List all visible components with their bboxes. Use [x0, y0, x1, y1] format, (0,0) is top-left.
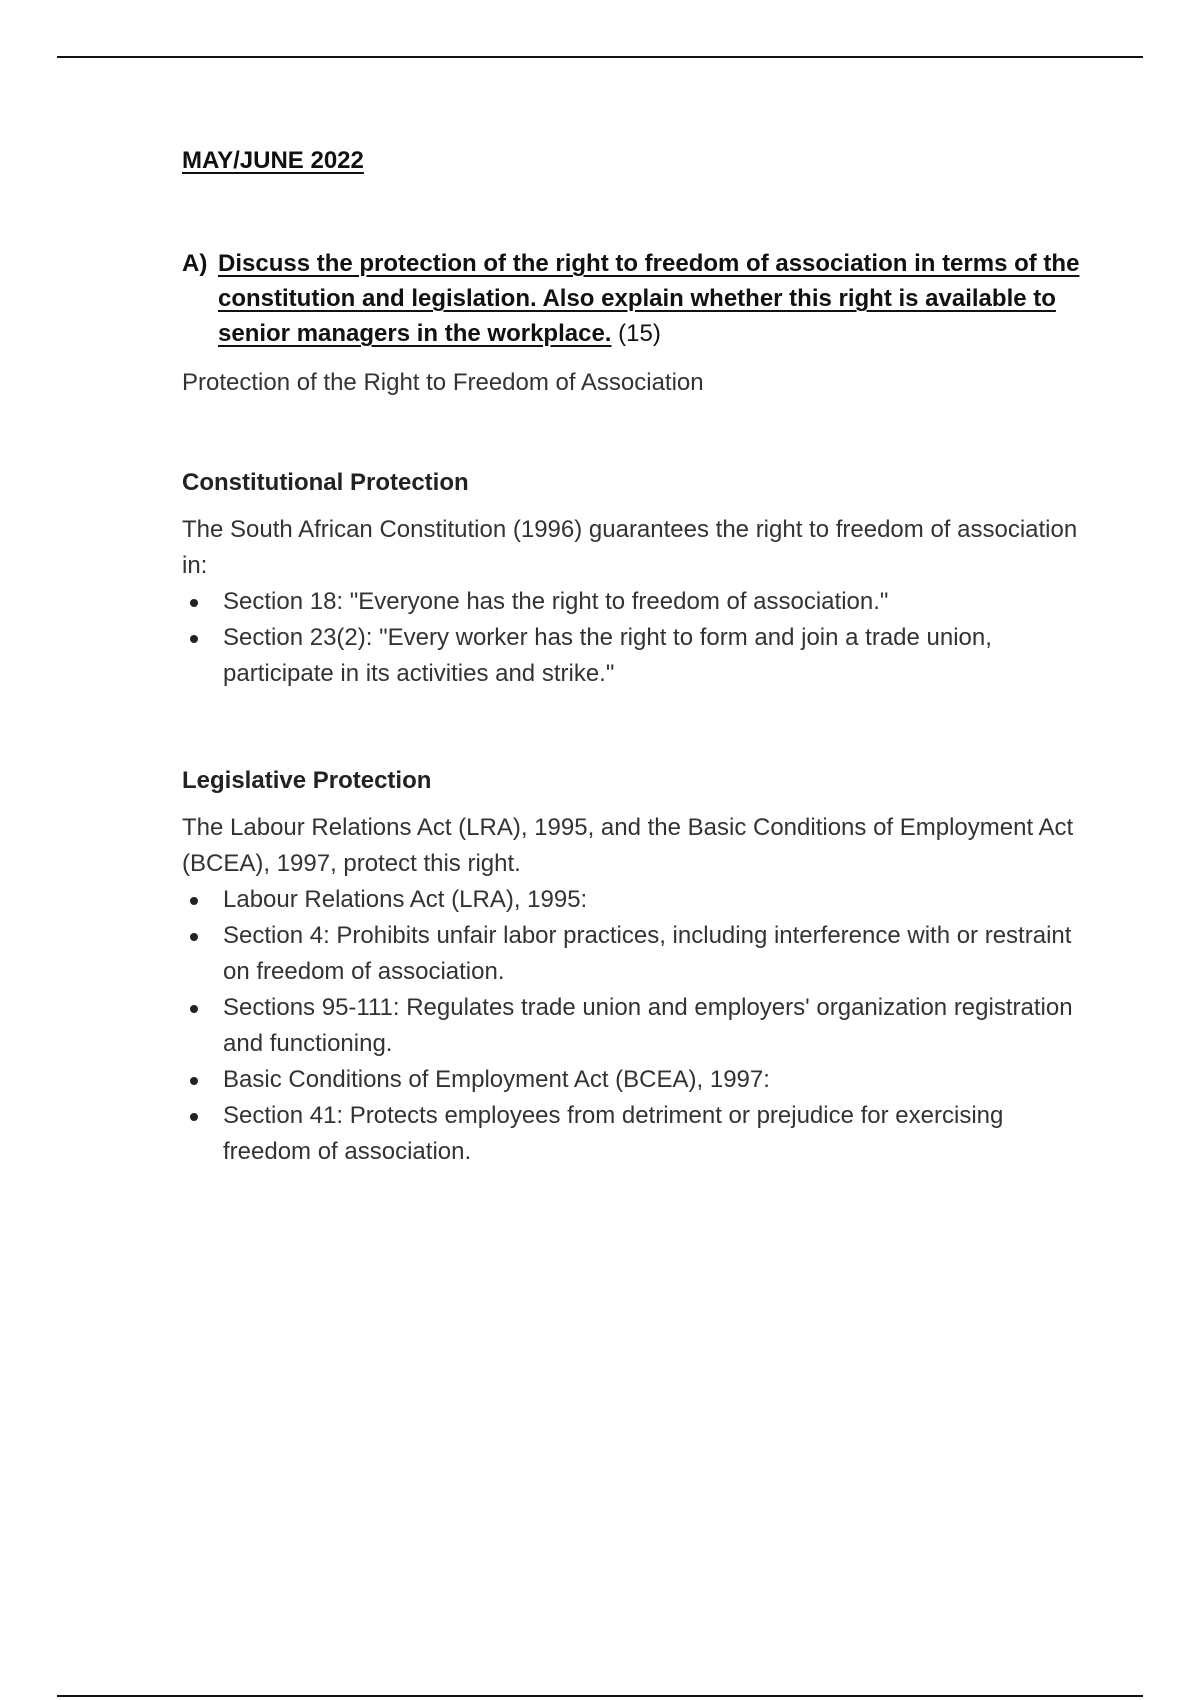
list-item-text: Section 4: Prohibits unfair labor practices, including interference with or restraint on freedom of association. [223, 922, 1072, 985]
list-item [182, 990, 1082, 1062]
list-item-text: Section 18: "Everyone has the right to freedom of association." [223, 588, 889, 615]
list-item [182, 620, 1082, 692]
question-label: A) [182, 250, 208, 277]
bullet-icon [190, 1113, 198, 1121]
list-item [182, 1098, 1082, 1170]
top-rule [57, 56, 1143, 58]
list-item-text: Basic Conditions of Employment Act (BCEA), 1997: [223, 1066, 770, 1093]
constitutional-intro: The South African Constitution (1996) guarantees the right to freedom of association in: [182, 516, 1078, 579]
bullet-icon [190, 1005, 198, 1013]
legislative-list [182, 882, 1082, 1170]
question-a [182, 246, 1082, 351]
bottom-rule [57, 1695, 1143, 1697]
bullet-icon [190, 897, 198, 905]
bullet-icon [190, 599, 198, 607]
question-body [218, 246, 1082, 351]
list-item [182, 1062, 1082, 1098]
list-item-text: Section 23(2): "Every worker has the right to form and join a trade union, participate in its activities and strike." [223, 624, 992, 687]
exam-date-heading: MAY/JUNE 2022 [182, 147, 364, 174]
constitutional-list [182, 584, 1082, 692]
list-item [182, 584, 1082, 620]
legislative-intro: The Labour Relations Act (LRA), 1995, and the Basic Conditions of Employment Act (BCEA), 1997, protect this right. [182, 814, 1074, 877]
list-item-text: Labour Relations Act (LRA), 1995: [223, 886, 588, 913]
bullet-icon [190, 1077, 198, 1085]
answer-subtitle: Protection of the Right to Freedom of Association [182, 369, 704, 396]
list-item [182, 918, 1082, 990]
bullet-icon [190, 933, 198, 941]
list-item-text: Section 41: Protects employees from detriment or prejudice for exercising freedom of association. [223, 1102, 1004, 1165]
question-marks: (15) [618, 320, 661, 347]
question-text: Discuss the protection of the right to freedom of association in terms of the constitution and legislation. Also explain whether this right is available to senior managers in the workplace. [218, 250, 1080, 347]
legislative-heading: Legislative Protection [182, 767, 432, 794]
list-item [182, 882, 1082, 918]
list-item-text: Sections 95-111: Regulates trade union and employers' organization registration and functioning. [223, 994, 1073, 1057]
constitutional-heading: Constitutional Protection [182, 469, 469, 496]
bullet-icon [190, 635, 198, 643]
document-body [182, 146, 1082, 1170]
